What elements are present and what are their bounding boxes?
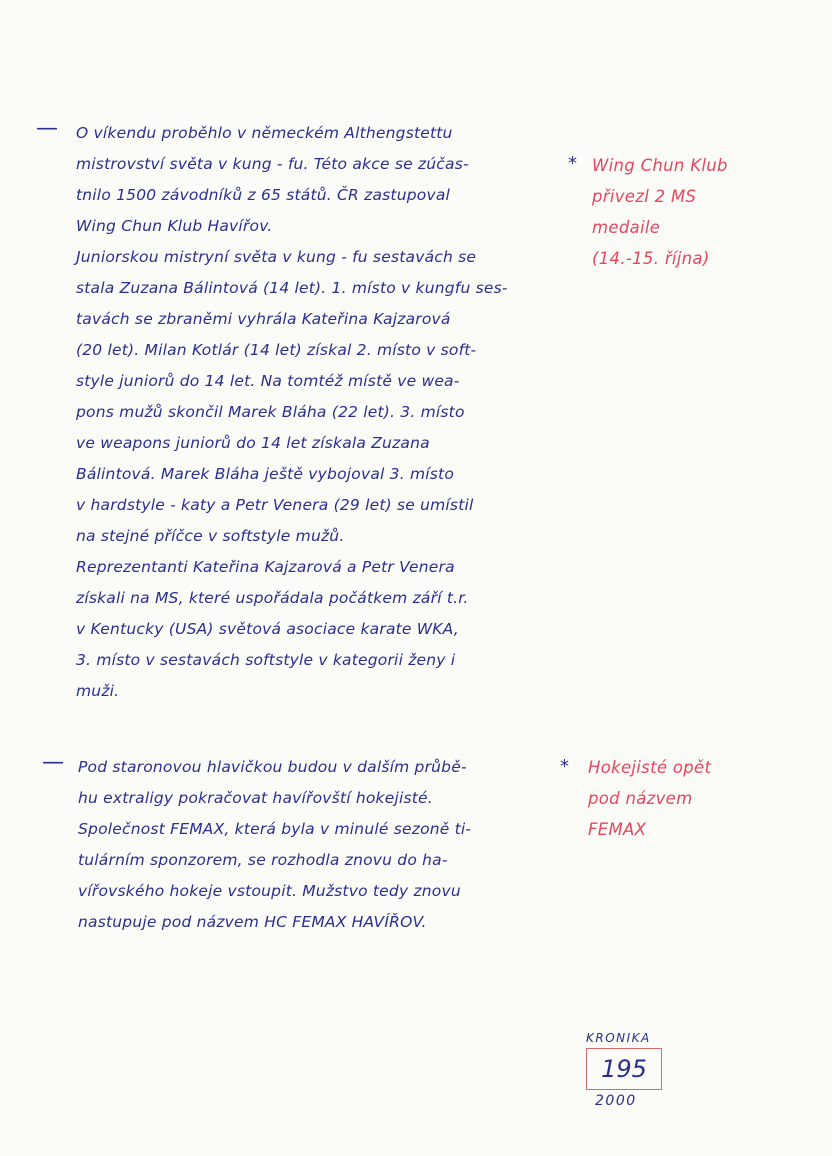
section2-text-line: hu extraligy pokračovat havířovští hokejisté. [78,789,433,807]
section1-text-line: v hardstyle - katy a Petr Venera (29 let) se umístil [76,496,474,514]
section2-note-line: FEMAX [588,820,647,839]
section1-text-line: tavách se zbraněmi vyhrála Kateřina Kajzarová [76,310,451,328]
section2-text [78,752,471,938]
section2-note-marker: * [560,756,569,777]
section1-text-line: style juniorů do 14 let. Na tomtéž místě ve wea- [76,372,460,390]
section1-text-line: stala Zuzana Bálintová (14 let). 1. místo v kungfu ses- [76,279,508,297]
section1-text-line: Bálintová. Marek Bláha ještě vybojoval 3. místo [76,465,455,483]
section1-text-line: Juniorskou mistryní světa v kung - fu sestavách se [76,248,477,266]
section1-bullet: — [36,116,58,141]
section1-text-line: ve weapons juniorů do 14 let získala Zuzana [76,434,430,452]
section1-side-note [592,150,728,274]
section1-text-line: O víkendu proběhlo v německém Althengstettu [76,124,453,142]
page-number-box [586,1048,662,1090]
section1-text-line: Reprezentanti Kateřina Kajzarová a Petr Venera [76,558,455,576]
section2-side-note [588,752,711,845]
section1-text-line: Wing Chun Klub Havířov. [76,217,273,235]
section2-note-line: Hokejisté opět [588,758,712,777]
section1-note-line: Wing Chun Klub [592,156,728,175]
section2-text-line: Společnost FEMAX, která byla v minulé sezoně ti- [78,820,472,838]
chronicle-stamp-label: KRONIKA [586,1031,651,1045]
section1-text-line: muži. [76,682,120,700]
section2-text-line: Pod staronovou hlavičkou budou v dalším průbě- [78,758,467,776]
section1-note-line: přivezl 2 MS [592,187,697,206]
section1-text-line: na stejné příčce v softstyle mužů. [76,527,345,545]
section2-text-line: nastupuje pod názvem HC FEMAX HAVÍŘOV. [78,913,427,931]
section1-text-line: v Kentucky (USA) světová asociace karate WKA, [76,620,459,638]
section1-text-line: (20 let). Milan Kotlár (14 let) získal 2. místo v soft- [76,341,477,359]
section1-text-line: 3. místo v sestavách softstyle v kategorii ženy i [76,651,456,669]
section2-note-line: pod názvem [588,789,693,808]
section1-text-line: pons mužů skončil Marek Bláha (22 let). 3. místo [76,403,465,421]
section1-text [76,118,508,707]
section1-note-line: (14.-15. října) [592,249,710,268]
section2-text-line: tulárním sponzorem, se rozhodla znovu do ha- [78,851,448,869]
section1-note-marker: * [568,153,577,174]
section1-text-line: získali na MS, které uspořádala počátkem září t.r. [76,589,469,607]
section1-text-line: tnilo 1500 závodníků z 65 států. ČR zastupoval [76,186,451,204]
chronicle-year: 2000 [595,1093,637,1109]
section1-text-line: mistrovství světa v kung - fu. Této akce se zúčas- [76,155,469,173]
section1-note-line: medaile [592,218,661,237]
section2-text-line: vířovského hokeje vstoupit. Mužstvo tedy znovu [78,882,461,900]
section2-bullet: — [42,750,64,775]
page-number: 195 [601,1055,647,1083]
